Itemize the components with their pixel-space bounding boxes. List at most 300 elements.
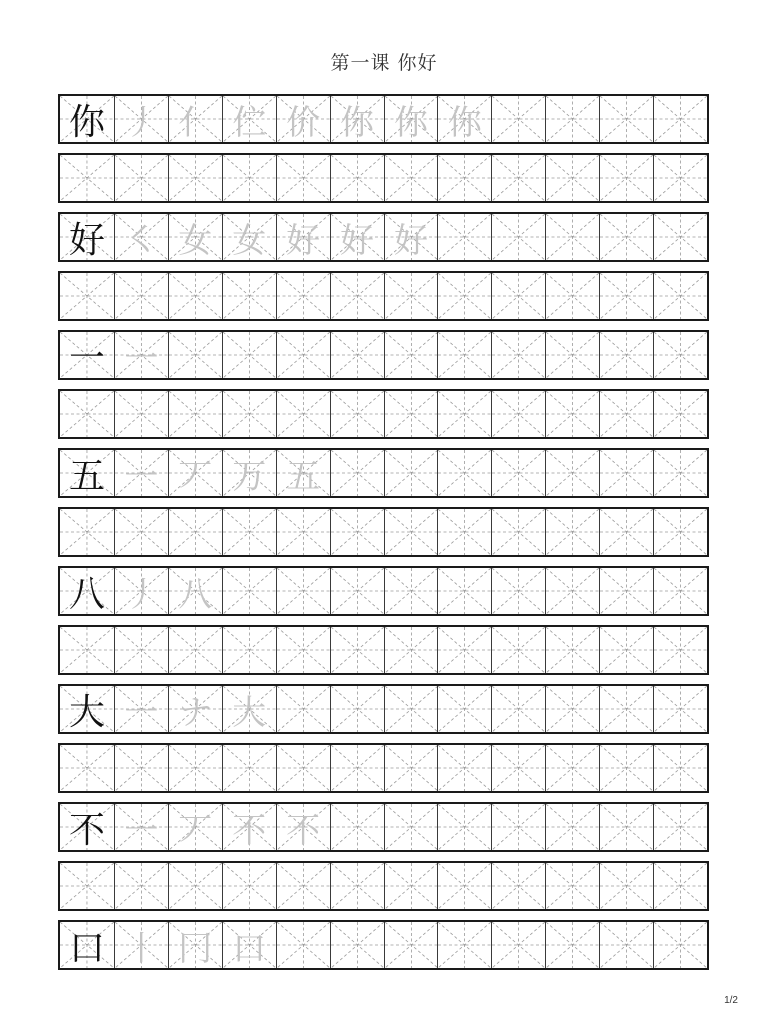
mi-grid-guides	[385, 509, 438, 555]
practice-cell[interactable]	[599, 332, 653, 378]
practice-cell[interactable]	[330, 627, 384, 673]
practice-cell[interactable]	[60, 332, 114, 378]
mi-grid-guides	[223, 745, 276, 791]
practice-cell[interactable]	[60, 568, 114, 614]
practice-cell[interactable]	[168, 627, 222, 673]
mi-grid-guides	[277, 686, 330, 732]
practice-cell[interactable]	[60, 96, 114, 142]
practice-cell[interactable]	[276, 922, 330, 968]
practice-cell[interactable]	[330, 804, 384, 850]
practice-cell[interactable]	[168, 568, 222, 614]
practice-cell[interactable]	[653, 509, 707, 555]
practice-cell[interactable]	[384, 863, 438, 909]
practice-cell[interactable]	[437, 450, 491, 496]
practice-cell[interactable]	[168, 804, 222, 850]
mi-grid-guides	[385, 450, 438, 496]
mi-grid-guides	[600, 96, 653, 142]
character-row	[58, 448, 709, 498]
mi-grid-guides	[277, 863, 330, 909]
mi-grid-guides	[169, 627, 222, 673]
practice-cell[interactable]	[60, 509, 114, 555]
practice-cell[interactable]	[222, 568, 276, 614]
practice-cell[interactable]	[114, 922, 168, 968]
practice-cell[interactable]	[491, 509, 545, 555]
character-row	[58, 920, 709, 970]
practice-cell[interactable]	[599, 391, 653, 437]
stroke-order-trace: 丿	[124, 102, 159, 143]
practice-cell[interactable]	[437, 804, 491, 850]
practice-cell[interactable]	[545, 568, 599, 614]
practice-cell[interactable]	[330, 745, 384, 791]
practice-cell[interactable]	[491, 155, 545, 201]
mi-grid-guides	[492, 214, 545, 260]
stroke-order-trace: 八	[178, 574, 213, 615]
stroke-order-trace: 你	[393, 102, 428, 143]
mi-grid-guides	[492, 273, 545, 319]
practice-cell[interactable]	[653, 568, 707, 614]
mi-grid-guides	[60, 509, 114, 555]
stroke-order-trace: ㇛	[124, 220, 159, 261]
mi-grid-guides	[546, 922, 599, 968]
practice-cell[interactable]	[168, 155, 222, 201]
mi-grid-guides	[115, 509, 168, 555]
practice-cell[interactable]	[437, 273, 491, 319]
practice-cell[interactable]	[437, 568, 491, 614]
practice-cell[interactable]	[545, 509, 599, 555]
mi-grid-guides	[600, 922, 653, 968]
mi-grid-guides	[492, 745, 545, 791]
practice-cell[interactable]	[276, 509, 330, 555]
practice-cell[interactable]	[276, 686, 330, 732]
mi-grid-guides	[654, 509, 707, 555]
mi-grid-guides	[438, 450, 491, 496]
practice-cell[interactable]	[653, 686, 707, 732]
practice-cell[interactable]	[114, 450, 168, 496]
practice-cell[interactable]	[330, 686, 384, 732]
mi-grid-guides	[169, 273, 222, 319]
practice-cell[interactable]	[114, 804, 168, 850]
practice-cell[interactable]	[599, 863, 653, 909]
practice-cell[interactable]	[222, 391, 276, 437]
practice-cell[interactable]	[222, 155, 276, 201]
mi-grid-guides	[60, 745, 114, 791]
practice-cell[interactable]	[114, 627, 168, 673]
practice-cell[interactable]	[60, 214, 114, 260]
practice-cell[interactable]	[599, 273, 653, 319]
practice-cell[interactable]	[114, 273, 168, 319]
practice-cell[interactable]	[545, 391, 599, 437]
practice-cell[interactable]	[599, 450, 653, 496]
stroke-order-trace: 一	[124, 810, 159, 851]
practice-cell[interactable]	[222, 745, 276, 791]
practice-cell[interactable]	[437, 509, 491, 555]
practice-cell[interactable]	[60, 686, 114, 732]
practice-cell[interactable]	[437, 214, 491, 260]
practice-cell[interactable]	[384, 155, 438, 201]
practice-cell[interactable]	[599, 627, 653, 673]
practice-cell[interactable]	[437, 391, 491, 437]
practice-cell[interactable]	[545, 450, 599, 496]
mi-grid-guides	[654, 686, 707, 732]
mi-grid-guides	[115, 627, 168, 673]
mi-grid-guides	[600, 450, 653, 496]
practice-cell[interactable]	[114, 391, 168, 437]
mi-grid-guides	[115, 273, 168, 319]
mi-grid-guides	[600, 686, 653, 732]
model-character: 你	[68, 101, 105, 143]
practice-cell[interactable]	[222, 214, 276, 260]
model-character: 八	[68, 573, 105, 615]
practice-cell[interactable]	[545, 627, 599, 673]
mi-grid-guides	[546, 273, 599, 319]
mi-grid-guides	[600, 214, 653, 260]
practice-cell[interactable]	[545, 922, 599, 968]
practice-cell[interactable]	[276, 332, 330, 378]
stroke-order-trace: 你	[447, 102, 482, 143]
blank-practice-row	[58, 271, 709, 321]
practice-cell[interactable]	[653, 804, 707, 850]
practice-cell[interactable]	[653, 922, 707, 968]
practice-cell[interactable]	[60, 273, 114, 319]
practice-cell[interactable]	[437, 96, 491, 142]
mi-grid-guides	[546, 863, 599, 909]
practice-cell[interactable]	[276, 627, 330, 673]
practice-cell[interactable]	[384, 745, 438, 791]
page-title: 第一课 你好	[330, 52, 438, 74]
mi-grid-guides	[169, 745, 222, 791]
practice-cell[interactable]	[276, 391, 330, 437]
practice-cell[interactable]	[60, 450, 114, 496]
practice-cell[interactable]	[384, 627, 438, 673]
practice-cell[interactable]	[222, 686, 276, 732]
mi-grid-guides	[277, 391, 330, 437]
practice-cell[interactable]	[599, 568, 653, 614]
practice-cell[interactable]	[276, 450, 330, 496]
practice-cell[interactable]	[276, 96, 330, 142]
practice-cell[interactable]	[330, 922, 384, 968]
practice-cell[interactable]	[276, 273, 330, 319]
practice-cell[interactable]	[276, 214, 330, 260]
practice-cell[interactable]	[491, 922, 545, 968]
practice-cell[interactable]	[491, 332, 545, 378]
practice-cell[interactable]	[330, 332, 384, 378]
practice-cell[interactable]	[491, 273, 545, 319]
practice-cell[interactable]	[168, 391, 222, 437]
practice-cell[interactable]	[222, 450, 276, 496]
practice-cell[interactable]	[114, 96, 168, 142]
practice-cell[interactable]	[60, 627, 114, 673]
practice-cell[interactable]	[384, 450, 438, 496]
practice-cell[interactable]	[114, 214, 168, 260]
mi-grid-guides	[60, 863, 114, 909]
practice-cell[interactable]	[384, 332, 438, 378]
practice-cell[interactable]	[276, 155, 330, 201]
mi-grid-guides	[546, 214, 599, 260]
practice-cell[interactable]	[653, 450, 707, 496]
practice-cell[interactable]	[222, 863, 276, 909]
mi-grid-guides	[492, 804, 545, 850]
mi-grid-guides	[385, 273, 438, 319]
stroke-order-trace: 亻	[178, 102, 213, 143]
stroke-order-trace: 好	[393, 220, 428, 261]
practice-cell[interactable]	[276, 804, 330, 850]
mi-grid-guides	[277, 922, 330, 968]
mi-grid-guides	[546, 509, 599, 555]
mi-grid-guides	[60, 273, 114, 319]
mi-grid-guides	[223, 332, 276, 378]
mi-grid-guides	[492, 922, 545, 968]
practice-cell[interactable]	[545, 686, 599, 732]
practice-cell[interactable]	[168, 450, 222, 496]
mi-grid-guides	[654, 922, 707, 968]
practice-cell[interactable]	[114, 863, 168, 909]
practice-cell[interactable]	[653, 863, 707, 909]
practice-cell[interactable]	[114, 332, 168, 378]
practice-cell[interactable]	[276, 745, 330, 791]
practice-cell[interactable]	[384, 568, 438, 614]
model-character: 口	[68, 927, 105, 969]
practice-cell[interactable]	[330, 273, 384, 319]
mi-grid-guides	[438, 391, 491, 437]
mi-grid-guides	[654, 96, 707, 142]
mi-grid-guides	[331, 155, 384, 201]
mi-grid-guides	[277, 332, 330, 378]
practice-cell[interactable]	[60, 922, 114, 968]
practice-cell[interactable]	[491, 863, 545, 909]
practice-cell[interactable]	[491, 391, 545, 437]
practice-cell[interactable]	[599, 509, 653, 555]
practice-cell[interactable]	[599, 804, 653, 850]
practice-cell[interactable]	[384, 686, 438, 732]
practice-cell[interactable]	[545, 332, 599, 378]
mi-grid-guides	[546, 332, 599, 378]
character-row	[58, 212, 709, 262]
practice-cell[interactable]	[545, 804, 599, 850]
practice-cell[interactable]	[60, 863, 114, 909]
mi-grid-guides	[331, 273, 384, 319]
character-row	[58, 94, 709, 144]
mi-grid-guides	[385, 155, 438, 201]
mi-grid-guides	[385, 332, 438, 378]
practice-cell[interactable]	[653, 391, 707, 437]
practice-cell[interactable]	[276, 863, 330, 909]
practice-cell[interactable]	[330, 391, 384, 437]
practice-cell[interactable]	[491, 568, 545, 614]
practice-cell[interactable]	[114, 686, 168, 732]
practice-cell[interactable]	[114, 568, 168, 614]
model-character: 五	[68, 455, 105, 497]
mi-grid-guides	[438, 214, 491, 260]
stroke-order-trace: 好	[286, 220, 321, 261]
mi-grid-guides	[600, 745, 653, 791]
practice-cell[interactable]	[437, 686, 491, 732]
practice-cell[interactable]	[222, 273, 276, 319]
practice-cell[interactable]	[545, 96, 599, 142]
practice-cell[interactable]	[330, 155, 384, 201]
stroke-order-trace: 五	[286, 456, 321, 497]
practice-cell[interactable]	[437, 922, 491, 968]
practice-cell[interactable]	[599, 745, 653, 791]
practice-cell[interactable]	[437, 745, 491, 791]
practice-cell[interactable]	[222, 922, 276, 968]
practice-cell[interactable]	[276, 568, 330, 614]
practice-cell[interactable]	[653, 745, 707, 791]
mi-grid-guides	[546, 391, 599, 437]
practice-cell[interactable]	[491, 214, 545, 260]
practice-cell[interactable]	[545, 214, 599, 260]
practice-cell[interactable]	[545, 745, 599, 791]
mi-grid-guides	[331, 922, 384, 968]
practice-cell[interactable]	[491, 804, 545, 850]
mi-grid-guides	[438, 922, 491, 968]
page-number: 1/2	[724, 995, 738, 1006]
practice-cell[interactable]	[384, 804, 438, 850]
mi-grid-guides	[438, 863, 491, 909]
stroke-order-trace: 大	[232, 692, 267, 733]
practice-cell[interactable]	[437, 332, 491, 378]
practice-cell[interactable]	[168, 96, 222, 142]
mi-grid-guides	[546, 627, 599, 673]
practice-cell[interactable]	[114, 509, 168, 555]
practice-cell[interactable]	[168, 273, 222, 319]
mi-grid-guides	[492, 391, 545, 437]
mi-grid-guides	[492, 332, 545, 378]
mi-grid-guides	[277, 568, 330, 614]
practice-cell[interactable]	[491, 745, 545, 791]
mi-grid-guides	[600, 627, 653, 673]
character-row	[58, 566, 709, 616]
practice-cell[interactable]	[60, 804, 114, 850]
practice-cell[interactable]	[653, 273, 707, 319]
mi-grid-guides	[60, 391, 114, 437]
practice-cell[interactable]	[653, 332, 707, 378]
mi-grid-guides	[385, 627, 438, 673]
practice-cell[interactable]	[545, 863, 599, 909]
practice-cell[interactable]	[599, 686, 653, 732]
practice-cell[interactable]	[330, 214, 384, 260]
practice-cell[interactable]	[384, 214, 438, 260]
practice-cell[interactable]	[330, 450, 384, 496]
mi-grid-guides	[546, 96, 599, 142]
practice-cell[interactable]	[599, 922, 653, 968]
practice-cell[interactable]	[437, 155, 491, 201]
practice-cell[interactable]	[599, 155, 653, 201]
practice-cell[interactable]	[222, 332, 276, 378]
mi-grid-guides	[492, 155, 545, 201]
practice-cell[interactable]	[491, 450, 545, 496]
practice-cell[interactable]	[168, 922, 222, 968]
practice-cell[interactable]	[491, 686, 545, 732]
practice-cell[interactable]	[384, 922, 438, 968]
mi-grid-guides	[438, 568, 491, 614]
practice-cell[interactable]	[222, 509, 276, 555]
blank-practice-row	[58, 625, 709, 675]
mi-grid-guides	[223, 155, 276, 201]
mi-grid-guides	[546, 568, 599, 614]
model-character: 好	[68, 219, 105, 261]
practice-cell[interactable]	[384, 391, 438, 437]
practice-cell[interactable]	[222, 96, 276, 142]
mi-grid-guides	[331, 332, 384, 378]
practice-cell[interactable]	[168, 863, 222, 909]
practice-cell[interactable]	[545, 155, 599, 201]
stroke-order-trace: 口	[232, 928, 267, 969]
practice-cell[interactable]	[330, 509, 384, 555]
practice-cell[interactable]	[653, 627, 707, 673]
stroke-order-trace: 一	[124, 338, 159, 379]
mi-grid-guides	[385, 863, 438, 909]
mi-grid-guides	[600, 332, 653, 378]
practice-cell[interactable]	[384, 96, 438, 142]
practice-cell[interactable]	[222, 627, 276, 673]
stroke-order-trace: 不	[232, 810, 267, 851]
character-row	[58, 330, 709, 380]
mi-grid-guides	[385, 745, 438, 791]
practice-cell[interactable]	[384, 509, 438, 555]
stroke-order-trace: 伫	[232, 102, 267, 143]
practice-cell[interactable]	[60, 391, 114, 437]
mi-grid-guides	[331, 568, 384, 614]
practice-cell[interactable]	[168, 509, 222, 555]
mi-grid-guides	[223, 863, 276, 909]
practice-cell[interactable]	[653, 96, 707, 142]
practice-cell[interactable]	[60, 745, 114, 791]
practice-cell[interactable]	[114, 745, 168, 791]
mi-grid-guides	[438, 273, 491, 319]
mi-grid-guides	[438, 627, 491, 673]
practice-cell[interactable]	[599, 214, 653, 260]
mi-grid-guides	[331, 450, 384, 496]
mi-grid-guides	[169, 155, 222, 201]
practice-cell[interactable]	[330, 568, 384, 614]
stroke-order-trace: 丆	[178, 810, 213, 851]
practice-cell[interactable]	[437, 863, 491, 909]
mi-grid-guides	[492, 863, 545, 909]
practice-cell[interactable]	[168, 214, 222, 260]
mi-grid-guides	[654, 863, 707, 909]
mi-grid-guides	[277, 273, 330, 319]
practice-cell[interactable]	[384, 273, 438, 319]
stroke-order-trace: 女	[232, 220, 267, 261]
mi-grid-guides	[546, 745, 599, 791]
practice-cell[interactable]	[60, 155, 114, 201]
practice-cell[interactable]	[653, 214, 707, 260]
practice-cell[interactable]	[491, 96, 545, 142]
practice-cell[interactable]	[599, 96, 653, 142]
stroke-order-trace: 你	[340, 102, 375, 143]
practice-cell[interactable]	[114, 155, 168, 201]
practice-cell[interactable]	[222, 804, 276, 850]
practice-cell[interactable]	[545, 273, 599, 319]
practice-cell[interactable]	[491, 627, 545, 673]
practice-cell[interactable]	[168, 332, 222, 378]
stroke-order-trace: 好	[340, 220, 375, 261]
mi-grid-guides	[169, 332, 222, 378]
practice-cell[interactable]	[330, 96, 384, 142]
practice-cell[interactable]	[168, 745, 222, 791]
practice-cell[interactable]	[653, 155, 707, 201]
practice-cell[interactable]	[330, 863, 384, 909]
practice-cell[interactable]	[168, 686, 222, 732]
stroke-order-trace: ナ	[178, 692, 213, 733]
mi-grid-guides	[385, 804, 438, 850]
mi-grid-guides	[331, 863, 384, 909]
practice-cell[interactable]	[437, 627, 491, 673]
stroke-order-trace: 冂	[178, 928, 213, 969]
mi-grid-guides	[223, 273, 276, 319]
mi-grid-guides	[223, 627, 276, 673]
stroke-order-trace: 一	[124, 692, 159, 733]
